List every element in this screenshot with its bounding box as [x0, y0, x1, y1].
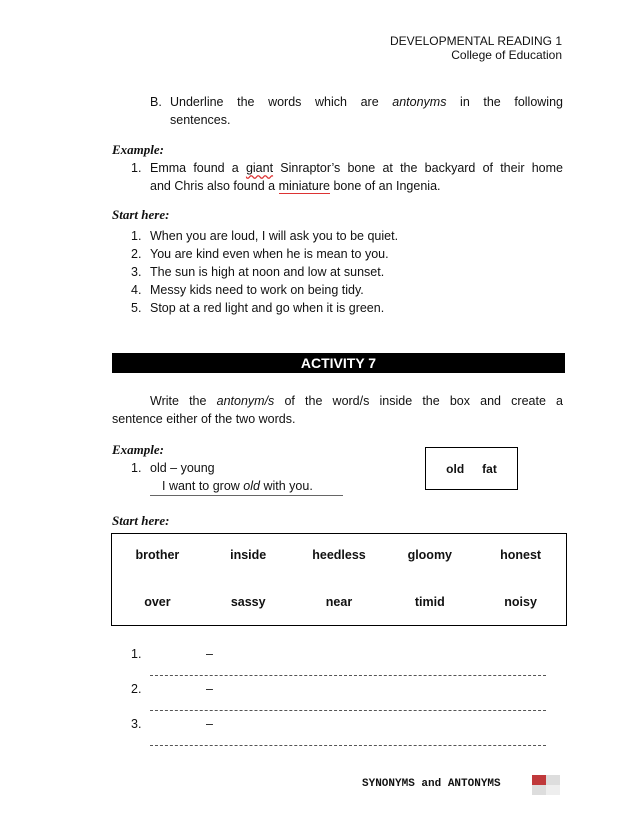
header-course: DEVELOPMENTAL READING 1 — [389, 34, 562, 48]
activity-example-number: 1. — [131, 461, 142, 475]
word-row — [112, 548, 566, 562]
answer-line[interactable] — [150, 745, 546, 746]
activity-example-label: Example: — [112, 442, 164, 457]
activity-instruction: Write the antonym/s of the word/s inside the box and create a — [150, 394, 563, 408]
activity-start-label: Start here: — [112, 513, 170, 528]
section-letter: B. — [150, 95, 162, 109]
answer-line[interactable] — [150, 710, 546, 711]
example-number: 1. — [131, 161, 142, 175]
underlined-word-giant: giant — [245, 161, 274, 175]
word-cell: brother — [135, 548, 180, 562]
word-cell: inside — [230, 548, 267, 562]
section-instruction-line2: sentences. — [170, 113, 231, 127]
example-sentence: Emma found a giant Sinraptor’s bone at the backyard of their home — [150, 161, 563, 175]
list-item-number: 5. — [131, 301, 142, 315]
word-cell: near — [325, 595, 353, 609]
word-cell: noisy — [504, 595, 537, 609]
answer-dash: – — [206, 647, 213, 661]
activity-example-pair: old – young — [150, 461, 215, 475]
box-word: old — [446, 461, 465, 476]
list-item-number: 3. — [131, 265, 142, 279]
list-item: When you are loud, I will ask you to be quiet. — [150, 229, 399, 243]
box-word: fat — [482, 461, 497, 476]
answer-number: 1. — [131, 647, 142, 661]
activity-example-sentence: I want to grow old with you. — [150, 477, 343, 496]
list-item: Stop at a red light and go when it is green. — [150, 301, 385, 315]
word-row — [112, 595, 566, 609]
word-cell: gloomy — [407, 548, 453, 562]
list-item-number: 2. — [131, 247, 142, 261]
list-item: The sun is high at noon and low at sunset. — [150, 265, 385, 279]
header-college: College of Education — [451, 48, 562, 62]
word-box — [425, 447, 518, 490]
underlined-word-miniature: miniature — [278, 179, 330, 193]
word-cell: heedless — [312, 548, 366, 562]
list-item: Messy kids need to work on being tidy. — [150, 283, 364, 297]
answer-number: 2. — [131, 682, 142, 696]
answer-number: 3. — [131, 717, 142, 731]
answer-dash: – — [206, 682, 213, 696]
footer-decoration — [532, 775, 560, 795]
example-sentence-line2: and Chris also found a miniature bone of an Ingenia. — [150, 179, 441, 193]
footer-text: SYNONYMS and ANTONYMS — [362, 778, 501, 790]
example-label: Example: — [112, 142, 164, 157]
list-item-number: 1. — [131, 229, 142, 243]
answer-dash: – — [206, 717, 213, 731]
word-cell: honest — [500, 548, 542, 562]
word-cell: over — [144, 595, 171, 609]
activity-instruction-line2: sentence either of the two words. — [112, 412, 296, 426]
activity-title: ACTIVITY 7 — [112, 353, 565, 373]
section-instruction: Underline the words which are antonyms in the following — [170, 95, 563, 109]
list-item-number: 4. — [131, 283, 142, 297]
word-cell: sassy — [230, 595, 266, 609]
answer-line[interactable] — [150, 675, 546, 676]
list-item: You are kind even when he is mean to you. — [150, 247, 389, 261]
word-cell: timid — [414, 595, 445, 609]
start-label: Start here: — [112, 207, 170, 222]
word-table — [111, 533, 567, 626]
